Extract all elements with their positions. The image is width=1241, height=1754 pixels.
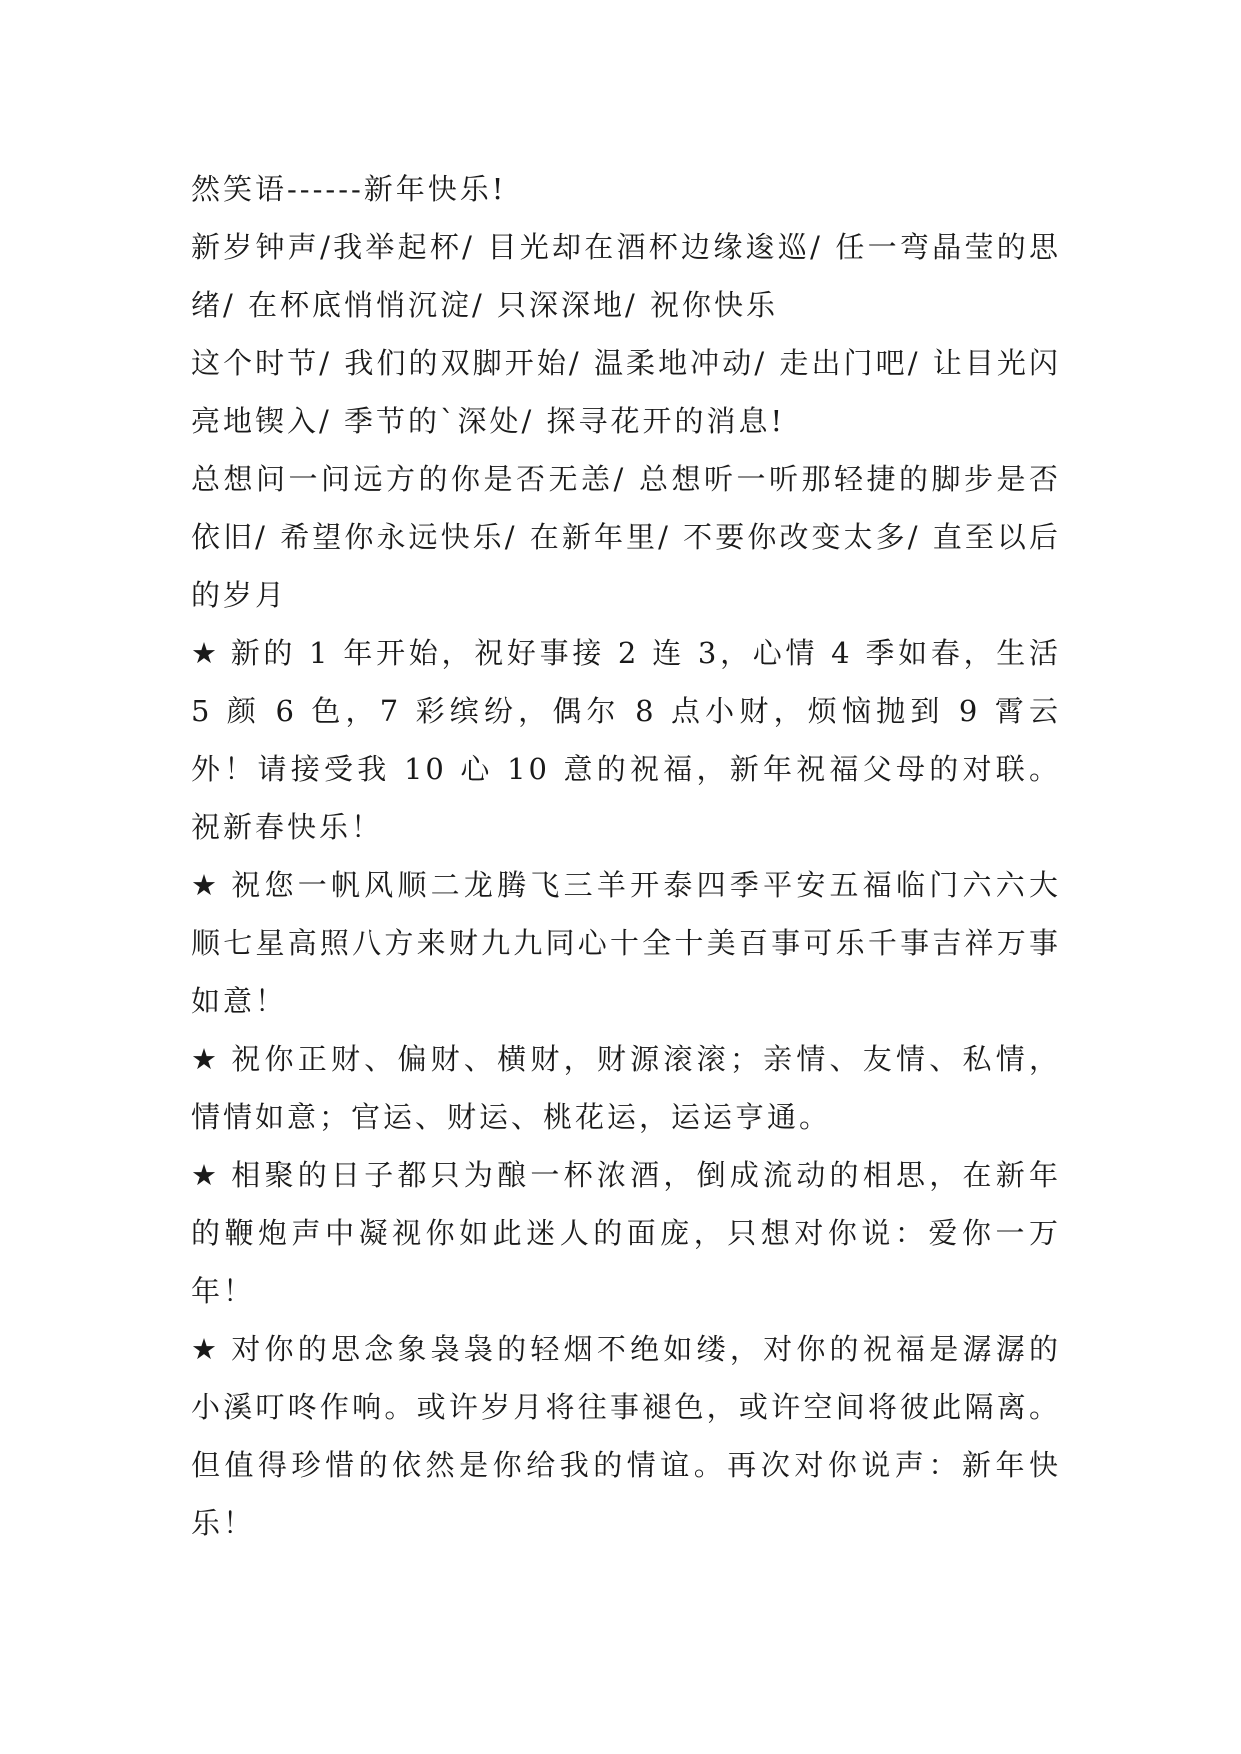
document-body — [191, 160, 1061, 1552]
paragraph — [191, 450, 1061, 624]
paragraph-text: 然笑语------新年快乐! — [191, 172, 507, 206]
paragraph-text: 新岁钟声/我举起杯/ 目光却在酒杯边缘逡巡/ 任一弯晶莹的思绪/ 在杯底悄悄沉淀/ 只深深地/ 祝你快乐 — [191, 230, 1061, 322]
paragraph-text: 祝你正财、偏财、横财，财源滚滚；亲情、友情、私情，情情如意；官运、财运、桃花运，运运亨通。 — [191, 1042, 1061, 1134]
star-bullet-icon: ★ — [191, 1332, 222, 1366]
paragraph — [191, 160, 1061, 218]
paragraph — [191, 218, 1061, 334]
bullet-paragraph — [191, 856, 1061, 1030]
bullet-paragraph — [191, 1146, 1061, 1320]
bullet-paragraph — [191, 1320, 1061, 1552]
bullet-paragraph — [191, 624, 1061, 856]
star-bullet-icon: ★ — [191, 1042, 222, 1076]
paragraph-text: 这个时节/ 我们的双脚开始/ 温柔地冲动/ 走出门吧/ 让目光闪亮地锲入/ 季节的`深处/ 探寻花开的消息! — [191, 346, 1061, 438]
paragraph — [191, 334, 1061, 450]
star-bullet-icon: ★ — [191, 636, 221, 670]
paragraph-text: 祝您一帆风顺二龙腾飞三羊开泰四季平安五福临门六六大顺七星高照八方来财九九同心十全十美百事可乐千事吉祥万事如意！ — [191, 868, 1061, 1018]
paragraph-text: 对你的思念象袅袅的轻烟不绝如缕，对你的祝福是潺潺的小溪叮咚作响。或许岁月将往事褪色，或许空间将彼此隔离。但值得珍惜的依然是你给我的情谊。再次对你说声：新年快乐！ — [191, 1332, 1061, 1540]
star-bullet-icon: ★ — [191, 1158, 222, 1192]
paragraph-text: 相聚的日子都只为酿一杯浓酒，倒成流动的相思，在新年的鞭炮声中凝视你如此迷人的面庞，只想对你说：爱你一万年！ — [191, 1158, 1061, 1308]
bullet-paragraph — [191, 1030, 1061, 1146]
paragraph-text: 总想问一问远方的你是否无恙/ 总想听一听那轻捷的脚步是否依旧/ 希望你永远快乐/ 在新年里/ 不要你改变太多/ 直至以后的岁月 — [191, 462, 1061, 612]
star-bullet-icon: ★ — [191, 868, 222, 902]
paragraph-text: 新的 1 年开始，祝好事接 2 连 3，心情 4 季如春，生活 5 颜 6 色，7 彩缤纷，偶尔 8 点小财，烦恼抛到 9 霄云外！请接受我 10 心 10 意的祝福，新年祝福父母的对联。祝新春快乐！ — [191, 636, 1061, 844]
